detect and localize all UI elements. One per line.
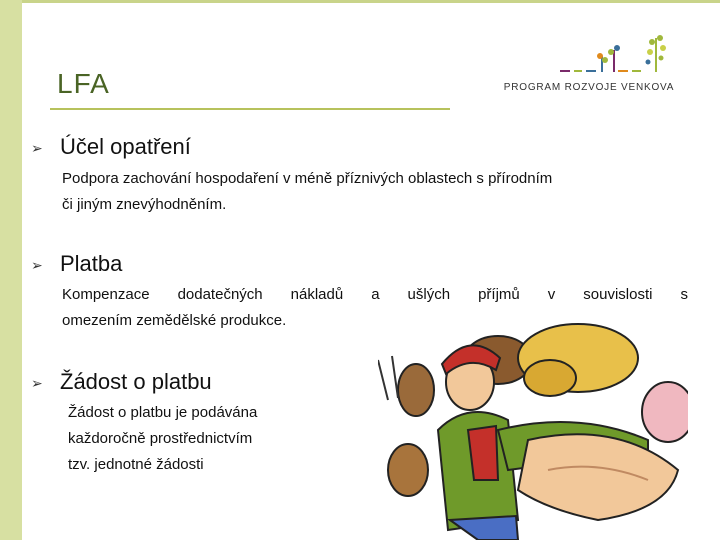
body-line: či jiným znevýhodněním.	[62, 196, 227, 213]
section-heading-purpose: Účel opatření	[60, 134, 191, 159]
body-line: Podpora zachování hospodaření v méně příznivých oblastech s přírodním	[62, 170, 553, 187]
section-heading-payment: Platba	[60, 251, 123, 276]
section-body-application	[68, 400, 368, 478]
arrow-bullet-icon: ➢	[31, 375, 43, 391]
top-rule	[22, 0, 720, 3]
body-line: Žádost o platbu je podávána	[68, 404, 258, 421]
section-heading-application: Žádost o platbu	[60, 369, 212, 394]
arrow-bullet-icon: ➢	[31, 257, 43, 273]
farmer-with-animals-illustration-icon	[378, 320, 688, 540]
logo-text: PROGRAM ROZVOJE VENKOVA	[503, 82, 675, 93]
side-accent-bar	[0, 0, 22, 540]
section-body-purpose	[62, 166, 688, 218]
body-line: tzv. jednotné žádosti	[68, 456, 204, 473]
body-line: omezením zemědělské produkce.	[62, 312, 287, 329]
body-line: Kompenzace dodatečných nákladů a ušlých příjmů v souvislosti s	[62, 286, 688, 303]
title-underline	[50, 108, 450, 110]
farmer-illustration	[378, 320, 688, 540]
body-line: každoročně prostřednictvím	[68, 430, 253, 447]
program-logo	[498, 30, 680, 102]
rural-development-logo-icon	[498, 30, 680, 82]
arrow-bullet-icon: ➢	[31, 140, 43, 156]
slide-title: LFA	[57, 68, 110, 99]
